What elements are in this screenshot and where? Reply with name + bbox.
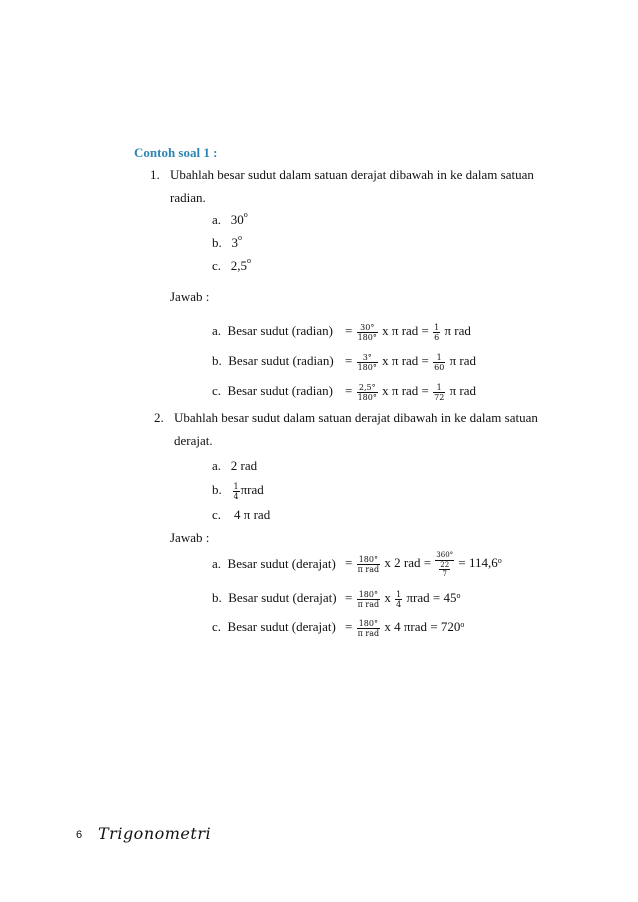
q2-answer-a: a. Besar sudut (derajat): [212, 556, 336, 571]
fraction: $\frac{1}{72}$: [434, 382, 445, 402]
q2-jawab-label: Jawab :: [170, 530, 210, 545]
fraction: $\frac{1}{4}$: [396, 589, 402, 609]
example-heading: Contoh soal 1 :: [134, 145, 218, 160]
q1-answer-a: a. Besar sudut (radian): [212, 323, 333, 338]
q1-item-b: b. 3$^o$: [212, 233, 242, 250]
fraction: $\frac{180^\circ}{\text{π rad}}$: [357, 618, 380, 638]
q1-answer-a-formula: = $\frac{30^\circ}{180^\circ}$ x π rad = $\frac{1}{6}$ π rad: [345, 322, 471, 342]
q2-answer-c: c. Besar sudut (derajat): [212, 619, 336, 634]
q1-answer-b: b. Besar sudut (radian): [212, 353, 334, 368]
nested-fraction: $\frac{360^\circ}{\frac{22}{7}}$: [436, 550, 454, 578]
fraction: $\frac{1}{4}$: [233, 481, 239, 501]
q2-answer-b: b. Besar sudut (derajat): [212, 590, 337, 605]
q2-item-a: a. 2 rad: [212, 458, 258, 473]
fraction: $\frac{2,5^\circ}{180^\circ}$: [357, 382, 377, 402]
fraction: $\frac{22}{7}$: [440, 560, 450, 578]
fraction: $\frac{180^\circ}{\text{π rad}}$: [357, 589, 380, 609]
q1-number: 1.: [150, 167, 160, 182]
fraction: $\frac{1}{6}$: [434, 322, 440, 342]
fraction: $\frac{3^\circ}{180^\circ}$: [357, 352, 377, 372]
fraction: $\frac{180^\circ}{\text{π rad}}$: [357, 554, 380, 574]
q1-answer-c: c. Besar sudut (radian): [212, 383, 333, 398]
q2-item-b: b. $\frac{1}{4}$ πrad: [212, 481, 264, 501]
q2-answer-c-formula: = $\frac{180^\circ}{\text{π rad}}$ x 4 $\pi rad = 720^o$: [345, 618, 465, 638]
page-number: 6: [76, 829, 83, 841]
q1-text-line1: Ubahlah besar sudut dalam satuan derajat dibawah in ke dalam satuan: [170, 167, 534, 182]
q2-number: 2.: [154, 410, 164, 425]
footer-title: Trigonometri: [98, 824, 212, 843]
q1-answer-c-formula: = $\frac{2,5^\circ}{180^\circ}$ x π rad = $\frac{1}{72}$ π rad: [345, 382, 476, 402]
q2-item-c: c. 4 π rad: [212, 507, 271, 522]
fraction: $\frac{30^\circ}{180^\circ}$: [357, 322, 377, 342]
q2-answer-a-formula: = $\frac{180^\circ}{\text{π rad}}$ x 2 rad = $\frac{360^\circ}{\frac{22}{7}}$ = $114,6^o$: [345, 550, 502, 578]
q1-item-a: a. 30$^o$: [212, 210, 248, 227]
q1-item-c: c. 2,5$^o$: [212, 256, 252, 273]
q1-answer-b-formula: = $\frac{3^\circ}{180^\circ}$ x π rad = $\frac{1}{60}$ π rad: [345, 352, 476, 372]
q1-text-line2: radian.: [170, 190, 206, 205]
q2-answer-b-formula: = $\frac{180^\circ}{\text{π rad}}$ x $\frac{1}{4}$ $\pi rad = 45^o$: [345, 589, 461, 609]
q1-jawab-label: Jawab :: [170, 289, 210, 304]
fraction: $\frac{1}{60}$: [434, 352, 445, 372]
q2-text-line1: Ubahlah besar sudut dalam satuan derajat dibawah in ke dalam satuan: [174, 410, 538, 425]
q2-text-line2: derajat.: [174, 433, 213, 448]
